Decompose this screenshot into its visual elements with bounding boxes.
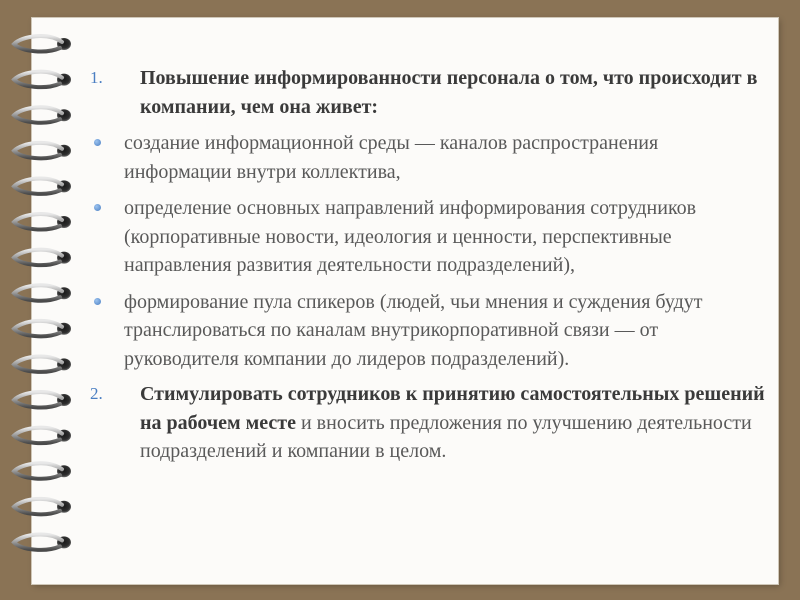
spiral-ring — [14, 428, 71, 443]
item-2-bold-text: Стимулировать сотрудников к принятию самостоятельных решений на рабочем месте — [140, 383, 765, 434]
item-number-2: 2. — [90, 384, 103, 403]
spiral-ring — [14, 143, 71, 158]
spiral-ring — [14, 214, 71, 229]
spiral-ring — [14, 285, 71, 300]
bullet-item — [90, 129, 765, 186]
item-number-1: 1. — [90, 68, 103, 87]
bullet-text: создание информационной среды — каналов распространения информации внутри коллектива, — [124, 132, 659, 183]
bullet-item — [90, 288, 765, 374]
spiral-ring — [14, 72, 71, 87]
bullet-item — [90, 194, 765, 280]
spiral-ring — [14, 463, 71, 478]
spiral-ring — [14, 107, 71, 122]
spiral-ring — [14, 534, 71, 549]
bullet-text: формирование пула спикеров (людей, чьи мнения и суждения будут транслироваться по каналам внутрикорпоративной связи — от руководителя компании до лидеров подразделений). — [124, 290, 703, 370]
slide-content — [90, 64, 765, 466]
spiral-ring — [14, 321, 71, 336]
bullet-dot-icon — [94, 204, 101, 211]
item-2-normal-text: и вносить предложения по улучшению деятельности подразделений и компании в целом. — [140, 411, 752, 462]
spiral-ring — [14, 178, 71, 193]
spiral-ring — [14, 392, 71, 407]
spiral-ring — [14, 36, 71, 51]
numbered-item-1 — [90, 64, 765, 121]
numbered-item-2 — [90, 380, 765, 466]
bullet-text: определение основных направлений информирования сотрудников (корпоративные новости, идеология и ценности, перспективные направления развития деятельности подразделений), — [124, 197, 697, 276]
spiral-binding — [0, 0, 80, 600]
item-1-text: Повышение информированности персонала о том, что происходит в компании, чем она живет: — [140, 67, 758, 118]
spiral-ring — [14, 250, 71, 265]
bullet-dot-icon — [94, 298, 101, 305]
spiral-ring — [14, 356, 71, 371]
spiral-ring — [14, 499, 71, 514]
bullet-dot-icon — [94, 139, 101, 146]
